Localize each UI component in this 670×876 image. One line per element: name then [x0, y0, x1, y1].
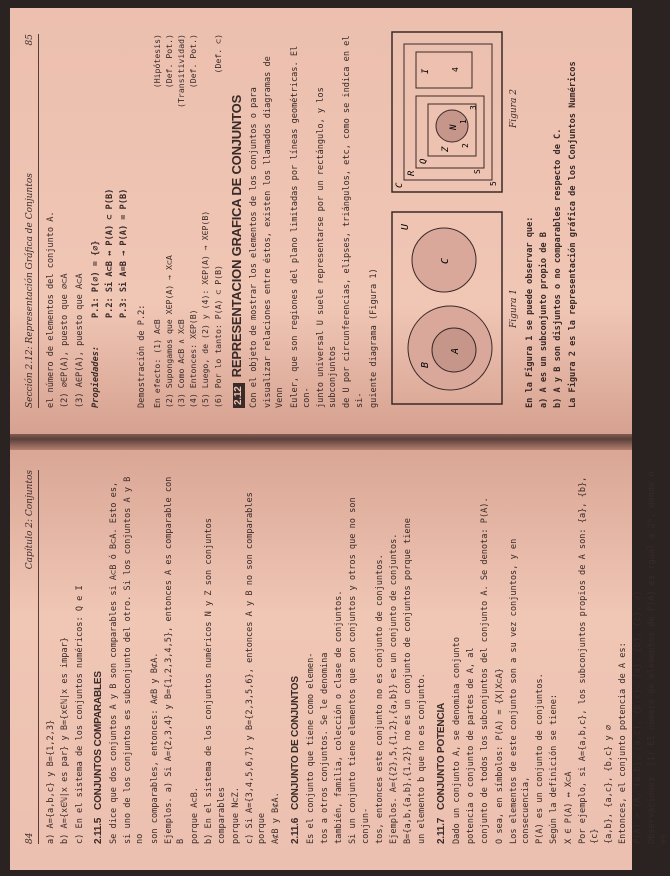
label-3: 3 [469, 105, 479, 110]
right-header-title: Sección 2.12: Representación Gráfica de Conjuntos [25, 173, 35, 408]
text-line: (2) ∅∈P(A), puesto que ∅⊂A [60, 273, 71, 408]
text-line: X ∈ P(A) ↔ X⊂A [563, 771, 574, 844]
property: P.3: Si A=B → P(A) = P(B) [119, 188, 130, 318]
label-2: 2 [461, 143, 471, 148]
section-heading [436, 470, 448, 844]
text-line: P(A) = {A, {a,b}, {a,c}, {b,c}, {a}, {b}, {c}, ∅} [632, 590, 643, 844]
label-a: A [450, 347, 462, 354]
text-line: también, familia, colección o clase de conjuntos. [334, 590, 345, 844]
text-line: (3) A∈P(A), puesto que A⊂A [74, 273, 85, 408]
section-number: 2.11.6 [289, 817, 301, 844]
text-line: si uno de los conjuntos es subconjunto del otro. Si los conjuntos A y B no [123, 476, 146, 844]
section-heading [228, 34, 245, 408]
label-b: B [420, 361, 432, 368]
text-line: Observaciones. (1) El número de elementos de P(A) es igual a 2ⁿ, donde n es [646, 471, 669, 844]
label-u: U [400, 223, 412, 230]
text-line: Entonces, el conjunto potencia de A es: [618, 642, 629, 844]
text-line: tos, entonces este conjunto no es conjunto de conjuntos. [374, 554, 385, 844]
label-c: C [395, 182, 406, 188]
label-n: N [449, 124, 460, 130]
properties-label: Propiedades: [90, 345, 101, 408]
demo-step [187, 34, 199, 408]
text-line: Con el objeto de mostrar los elementos de los conjuntos o para [249, 87, 260, 408]
label-1: 1 [459, 119, 469, 124]
text-line: b) A y B son disjuntos o no comparables respecto de C. [553, 128, 564, 408]
label-c: C [440, 257, 452, 264]
figure-2-caption: Figura 2 [509, 89, 520, 128]
demo-step [199, 34, 211, 408]
section-title: CONJUNTO DE CONJUNTOS [289, 676, 301, 810]
text-line: porque A⊂B. [190, 787, 201, 844]
demo-step [212, 34, 224, 408]
text-line: Si un conjunto tiene elementos que son conjuntos y otros que no son conjun- [348, 497, 371, 844]
figure-2-number-sets-diagram [388, 28, 506, 196]
demo-step [175, 34, 187, 408]
section-title: CONJUNTO POTENCIA [435, 702, 447, 810]
text-line: a) A es un subconjunto propio de B [539, 232, 550, 408]
text-line: Los elementos de este conjunto son a su vez conjuntos, y en consecuencia, [508, 538, 531, 844]
demo-text: (4) Entonces: X∈P(B) [188, 309, 199, 408]
text-line: La Figura 2 es la representación gráfica de los Conjuntos Numéricos [567, 61, 578, 408]
section-title: CONJUNTOS COMPARABLES [92, 671, 104, 810]
text-line: c) Si A={3,4,5,6,7} y B={2,3,5,6}, entonces A y B no son comparables porque [245, 492, 268, 844]
text-line: A⊄B y B⊄A. [271, 792, 282, 844]
text-line: b) En el sistema de los conjuntos numéricos N y Z son conjuntos comparables [204, 518, 227, 844]
text-line: O sea, en símbolos: P(A) = {X|X⊂A} [494, 668, 505, 844]
right-page [10, 8, 632, 434]
text-line: tos a otros conjuntos. Se le denomina [320, 652, 331, 844]
text-line: Según la definición se tiene: [549, 693, 560, 844]
demo-just: (Hipótesis) [151, 34, 162, 89]
text-line: Ejemplos. A={{2},5,{1,2},{a,b}} es un conjunto de conjuntos. [389, 533, 400, 844]
section-number: 2.11.5 [92, 817, 104, 844]
section-title: REPRESENTACION GRAFICA DE CONJUNTOS [228, 94, 244, 378]
text-line: B={a,b,{a,b},{1,2}} no es un conjunto de conjuntos porque tiene [403, 518, 414, 844]
text-line: Euler, que son regiones del plano limitadas por líneas geométricas. El con- [289, 45, 312, 408]
rotated-spread [10, 8, 669, 870]
text-line: {a,b}, {a,c}, {b,c} y ∅ [604, 725, 615, 844]
section-number: 2.12 [233, 383, 245, 408]
figure-1-venn-diagram [388, 208, 506, 408]
text-line: son comparables, entonces: A⊄B y B⊄A. [149, 652, 160, 844]
demo-title: Demostración de P.2: [137, 304, 148, 408]
demo-text: (3) Como A⊂B ∧ X⊂B [176, 319, 187, 408]
label-z: Z [441, 146, 452, 152]
text-line: En la Figura 1 se puede observar que: [525, 216, 536, 408]
demo-text: (2) Supongamos que X∈P(A) → X⊂A [163, 255, 174, 408]
text-line: Se dice que dos conjuntos A y B son comparables si A⊂B ó B⊂A. Esto es, [109, 481, 120, 844]
figure-1-caption: Figura 1 [509, 289, 520, 328]
text-line: Es el conjunto que tiene como elemen- [305, 652, 316, 844]
text-line: guiente diagrama (Figura 1) [368, 268, 379, 408]
label-q: Q [419, 158, 430, 164]
demo-step [163, 34, 175, 408]
label-4: 4 [451, 67, 461, 72]
right-page-number: 85 [25, 34, 35, 46]
demo-just: (Def. Pot.) [188, 34, 199, 89]
label-s: S [473, 169, 483, 174]
demo-text: (6) Por lo tanto: P(A) ⊂ P(B) [212, 265, 223, 408]
text-line: Ejemplos. a) Si A={2,3,4} y B={1,2,3,4,5}, entonces A es comparable con B [163, 476, 187, 844]
text-line: el número de elementos del conjunto A. [46, 211, 57, 408]
label-i: I [421, 68, 432, 74]
demo-text: (5) Luego, de (2) y (4): X∈P(A) → X∈P(B) [200, 210, 211, 408]
text-line: porque N⊂Z. [230, 787, 241, 844]
list-item: c) En el sistema de los conjuntos numéricos: Q e I [74, 585, 85, 844]
property: P.2: Si A⊂B ↔ P(A) ⊂ P(B) [105, 188, 116, 318]
label-r: R [407, 170, 418, 176]
list-item: b) A={x∈ℕ|x es par} y B={x∈ℕ|x es impar} [60, 637, 71, 844]
section-heading [93, 470, 105, 844]
property: P.1: P(∅) = {∅} [90, 240, 101, 318]
demo-text: En efecto: (1) A⊂B [151, 319, 162, 408]
text-line: visualizar relaciones entre éstos, existen los llamados diagramas de Venn [263, 56, 286, 408]
text-line: conjunto de todos los subconjuntos del conjunto A. Se denota: P(A). [480, 497, 491, 844]
right-header [24, 34, 39, 408]
text-line: de U por circunferencias, elipses, triángulos, etc, como se indica en el si- [342, 35, 365, 408]
left-header [24, 470, 39, 844]
text-line: P(A) es un conjunto de conjuntos. [535, 673, 546, 844]
left-page-number: 84 [25, 832, 35, 844]
text-line: junto universal U suele representarse por un rectángulo, y los subconjuntos [316, 87, 339, 408]
demo-just: (Def. ⊂) [212, 34, 223, 74]
demo-just: (Transitividad) [176, 34, 187, 108]
label-5: 5 [489, 181, 499, 186]
section-heading [290, 470, 302, 844]
text-line: Dado un conjunto A, se denomina conjunto [451, 637, 462, 844]
text-line: potencia o conjunto de partes de A, al [466, 647, 477, 844]
demo-just: (Def. Pot.) [163, 34, 174, 89]
section-number: 2.11.7 [435, 817, 447, 844]
left-page [10, 444, 669, 870]
left-header-title: Capítulo 2: Conjuntos [25, 470, 35, 570]
book-scan [10, 8, 669, 870]
figures [388, 34, 520, 408]
text-line: un elemento b que no es conjunto. [417, 673, 428, 844]
list-item: a) A={a,b,c} y B={1,2,3} [46, 719, 57, 844]
text-line: Por ejemplo, si A={a,b,c}, los subconjuntos propios de A son: {a}, {b}, {c} [577, 476, 600, 844]
demo-step [151, 34, 163, 408]
